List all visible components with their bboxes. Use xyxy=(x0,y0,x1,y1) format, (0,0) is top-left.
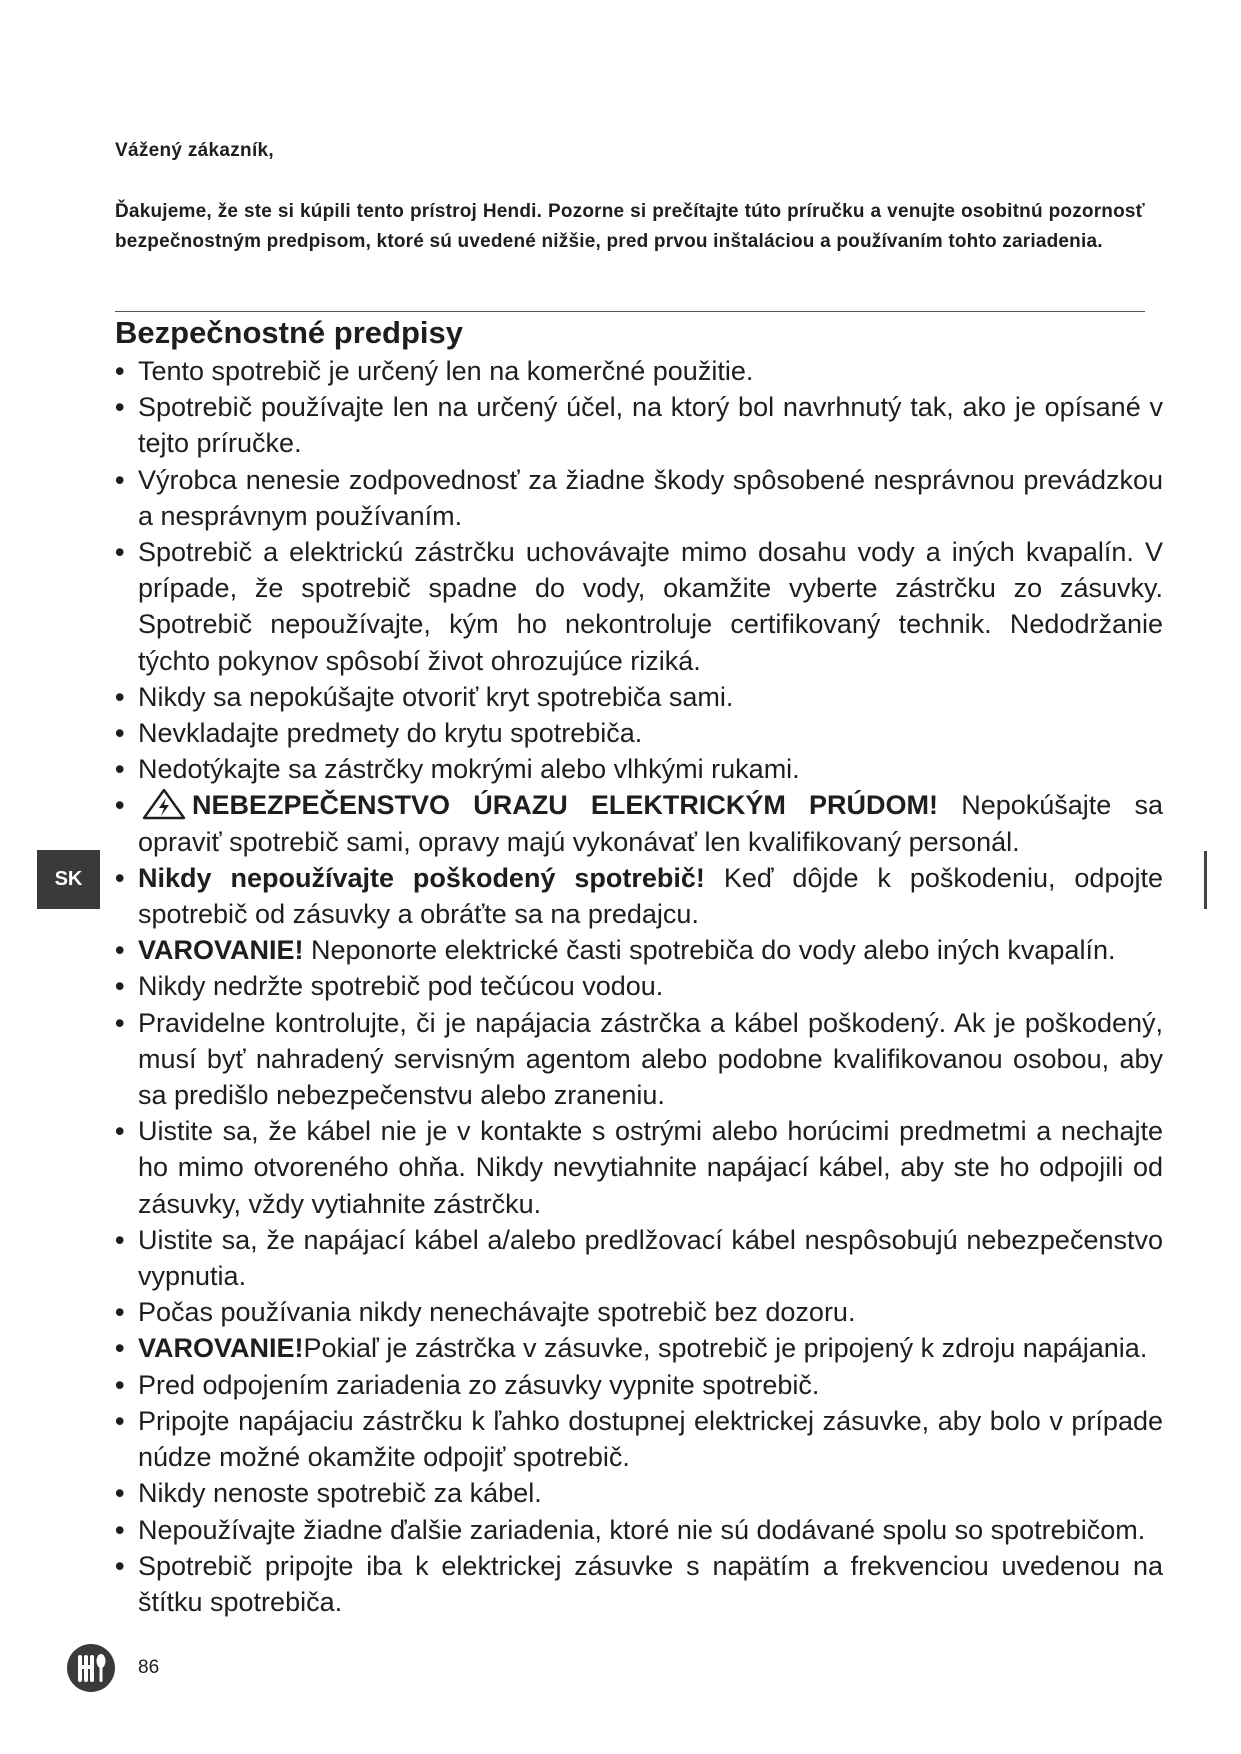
item-text: Spotrebič a elektrickú zástrčku uchovávajte mimo dosahu vody a iných kvapalín. V prípade, že spotrebič spadne do vody, okamžite vyberte zástrčku zo zásuvky. Spotrebič nepoužívajte, kým ho nekontroluje certifikovaný technik. Nedodržanie týchto pokynov spôsobí život ohrozujúce riziká. xyxy=(138,537,1163,676)
safety-item xyxy=(115,1475,1163,1511)
item-text: Neponorte elektrické časti spotrebiča do vody alebo iných kvapalín. xyxy=(303,935,1116,966)
bullet: • xyxy=(115,464,125,495)
bullet: • xyxy=(115,1405,125,1436)
bullet: • xyxy=(115,392,125,423)
safety-item xyxy=(115,1222,1163,1294)
item-text: Nikdy nedržte spotrebič pod tečúcou vodou. xyxy=(138,971,664,1002)
safety-item xyxy=(115,389,1163,461)
safety-item xyxy=(115,462,1163,534)
greeting: Vážený zákazník, xyxy=(115,140,274,161)
item-text: Výrobca nenesie zodpovednosť za žiadne škody spôsobené nesprávnou prevádzkou a nesprávnym používaním. xyxy=(138,464,1163,531)
electric-shock-warning-icon xyxy=(142,788,186,820)
bullet: • xyxy=(115,1116,125,1147)
safety-item xyxy=(115,1294,1163,1330)
language-tab: SK xyxy=(37,850,100,909)
item-text: Pokiaľ je zástrčka v zásuvke, spotrebič je pripojený k zdroju napájania. xyxy=(303,1333,1148,1364)
bullet: • xyxy=(115,1478,125,1509)
safety-item xyxy=(115,1512,1163,1548)
item-text: Uistite sa, že napájací kábel a/alebo predlžovací kábel nespôsobujú nebezpečenstvo vypnutia. xyxy=(138,1224,1163,1292)
item-text: Nepokúšajte sa opraviť spotrebič sami, opravy majú vykonávať len kvalifikovaný personál. xyxy=(138,790,1163,857)
item-emphasis: VAROVANIE! xyxy=(138,935,304,966)
item-text: Nedotýkajte sa zástrčky mokrými alebo vlhkými rukami. xyxy=(138,754,800,785)
item-emphasis: Nikdy nepoužívajte poškodený spotrebič! xyxy=(138,862,705,893)
safety-item xyxy=(115,1330,1163,1366)
safety-item xyxy=(115,787,1163,859)
item-text: Spotrebič používajte len na určený účel, na ktorý bol navrhnutý tak, ako je opísané v tejto príručke. xyxy=(138,392,1163,459)
item-text: Počas používania nikdy nenechávajte spotrebič bez dozoru. xyxy=(138,1297,856,1328)
safety-item xyxy=(115,932,1163,968)
item-text: Spotrebič pripojte iba k elektrickej zásuvke s napätím a frekvenciou uvedenou na štítku spotrebiča. xyxy=(138,1550,1163,1617)
item-text: Nikdy sa nepokúšajte otvoriť kryt spotrebiča sami. xyxy=(138,681,734,712)
bullet: • xyxy=(115,1333,125,1364)
safety-item xyxy=(115,1005,1163,1114)
bullet: • xyxy=(115,1369,125,1400)
bullet: • xyxy=(115,935,125,966)
page-number: 86 xyxy=(138,1657,160,1678)
bullet: • xyxy=(115,754,125,785)
item-emphasis: NEBEZPEČENSTVO ÚRAZU ELEKTRICKÝM PRÚDOM! xyxy=(192,790,939,821)
bullet: • xyxy=(115,681,125,712)
bullet: • xyxy=(115,1007,125,1038)
bullet: • xyxy=(115,1224,125,1255)
bullet: • xyxy=(115,790,125,821)
bullet: • xyxy=(115,356,125,386)
safety-item xyxy=(115,353,1163,389)
safety-item xyxy=(115,1113,1163,1222)
item-emphasis: VAROVANIE! xyxy=(138,1333,304,1364)
safety-list xyxy=(115,353,1163,1620)
bullet: • xyxy=(115,1550,125,1581)
safety-item xyxy=(115,1367,1163,1403)
item-text: Nikdy nenoste spotrebič za kábel. xyxy=(138,1478,542,1509)
bullet: • xyxy=(115,1514,125,1545)
section-divider xyxy=(115,311,1145,312)
hendi-cutlery-logo-icon xyxy=(66,1643,116,1693)
bullet: • xyxy=(115,862,125,893)
bullet: • xyxy=(115,1297,125,1328)
item-text: Nepoužívajte žiadne ďalšie zariadenia, ktoré nie sú dodávané spolu so spotrebičom. xyxy=(138,1514,1146,1545)
item-text: Nevkladajte predmety do krytu spotrebiča. xyxy=(138,718,643,749)
safety-item xyxy=(115,715,1163,751)
item-text: Pripojte napájaciu zástrčku k ľahko dostupnej elektrickej zásuvke, aby bolo v prípade núdze možné okamžite odpojiť spotrebič. xyxy=(138,1405,1163,1473)
edge-marker xyxy=(1204,851,1207,909)
bullet: • xyxy=(115,537,125,568)
safety-item xyxy=(115,534,1163,679)
bullet: • xyxy=(115,971,125,1002)
item-text: Pred odpojením zariadenia zo zásuvky vypnite spotrebič. xyxy=(138,1369,820,1400)
safety-item xyxy=(115,860,1163,932)
safety-item xyxy=(115,1403,1163,1475)
item-text: Pravidelne kontrolujte, či je napájacia zástrčka a kábel poškodený. Ak je poškodený, musí byť nahradený servisným agentom alebo podobne kvalifikovanou osobou, aby sa predišlo nebezpečenstvu alebo zraneniu. xyxy=(138,1007,1163,1111)
safety-item xyxy=(115,679,1163,715)
safety-item xyxy=(115,968,1163,1004)
safety-item xyxy=(115,1548,1163,1620)
item-text: Keď dôjde k poškodeniu, odpojte spotrebič od zásuvky a obráťte sa na predajcu. xyxy=(138,862,1163,930)
intro-paragraph: Ďakujeme, že ste si kúpili tento prístroj Hendi. Pozorne si prečítajte túto príručku a venujte osobitnú pozornosť bezpečnostným predpisom, ktoré sú uvedené nižšie, pred prvou inštaláciou a používaním tohto zariadenia. xyxy=(115,201,1145,252)
item-text: Tento spotrebič je určený len na komerčné použitie. xyxy=(138,356,754,386)
section-title: Bezpečnostné predpisy xyxy=(115,315,463,350)
bullet: • xyxy=(115,718,125,749)
safety-item xyxy=(115,751,1163,787)
item-text: Uistite sa, že kábel nie je v kontakte s ostrými alebo horúcimi predmetmi a nechajte ho mimo otvoreného ohňa. Nikdy nevytiahnite napájací kábel, aby ste ho odpojili od zásuvky, vždy vytiahnite zástrčku. xyxy=(138,1116,1163,1219)
